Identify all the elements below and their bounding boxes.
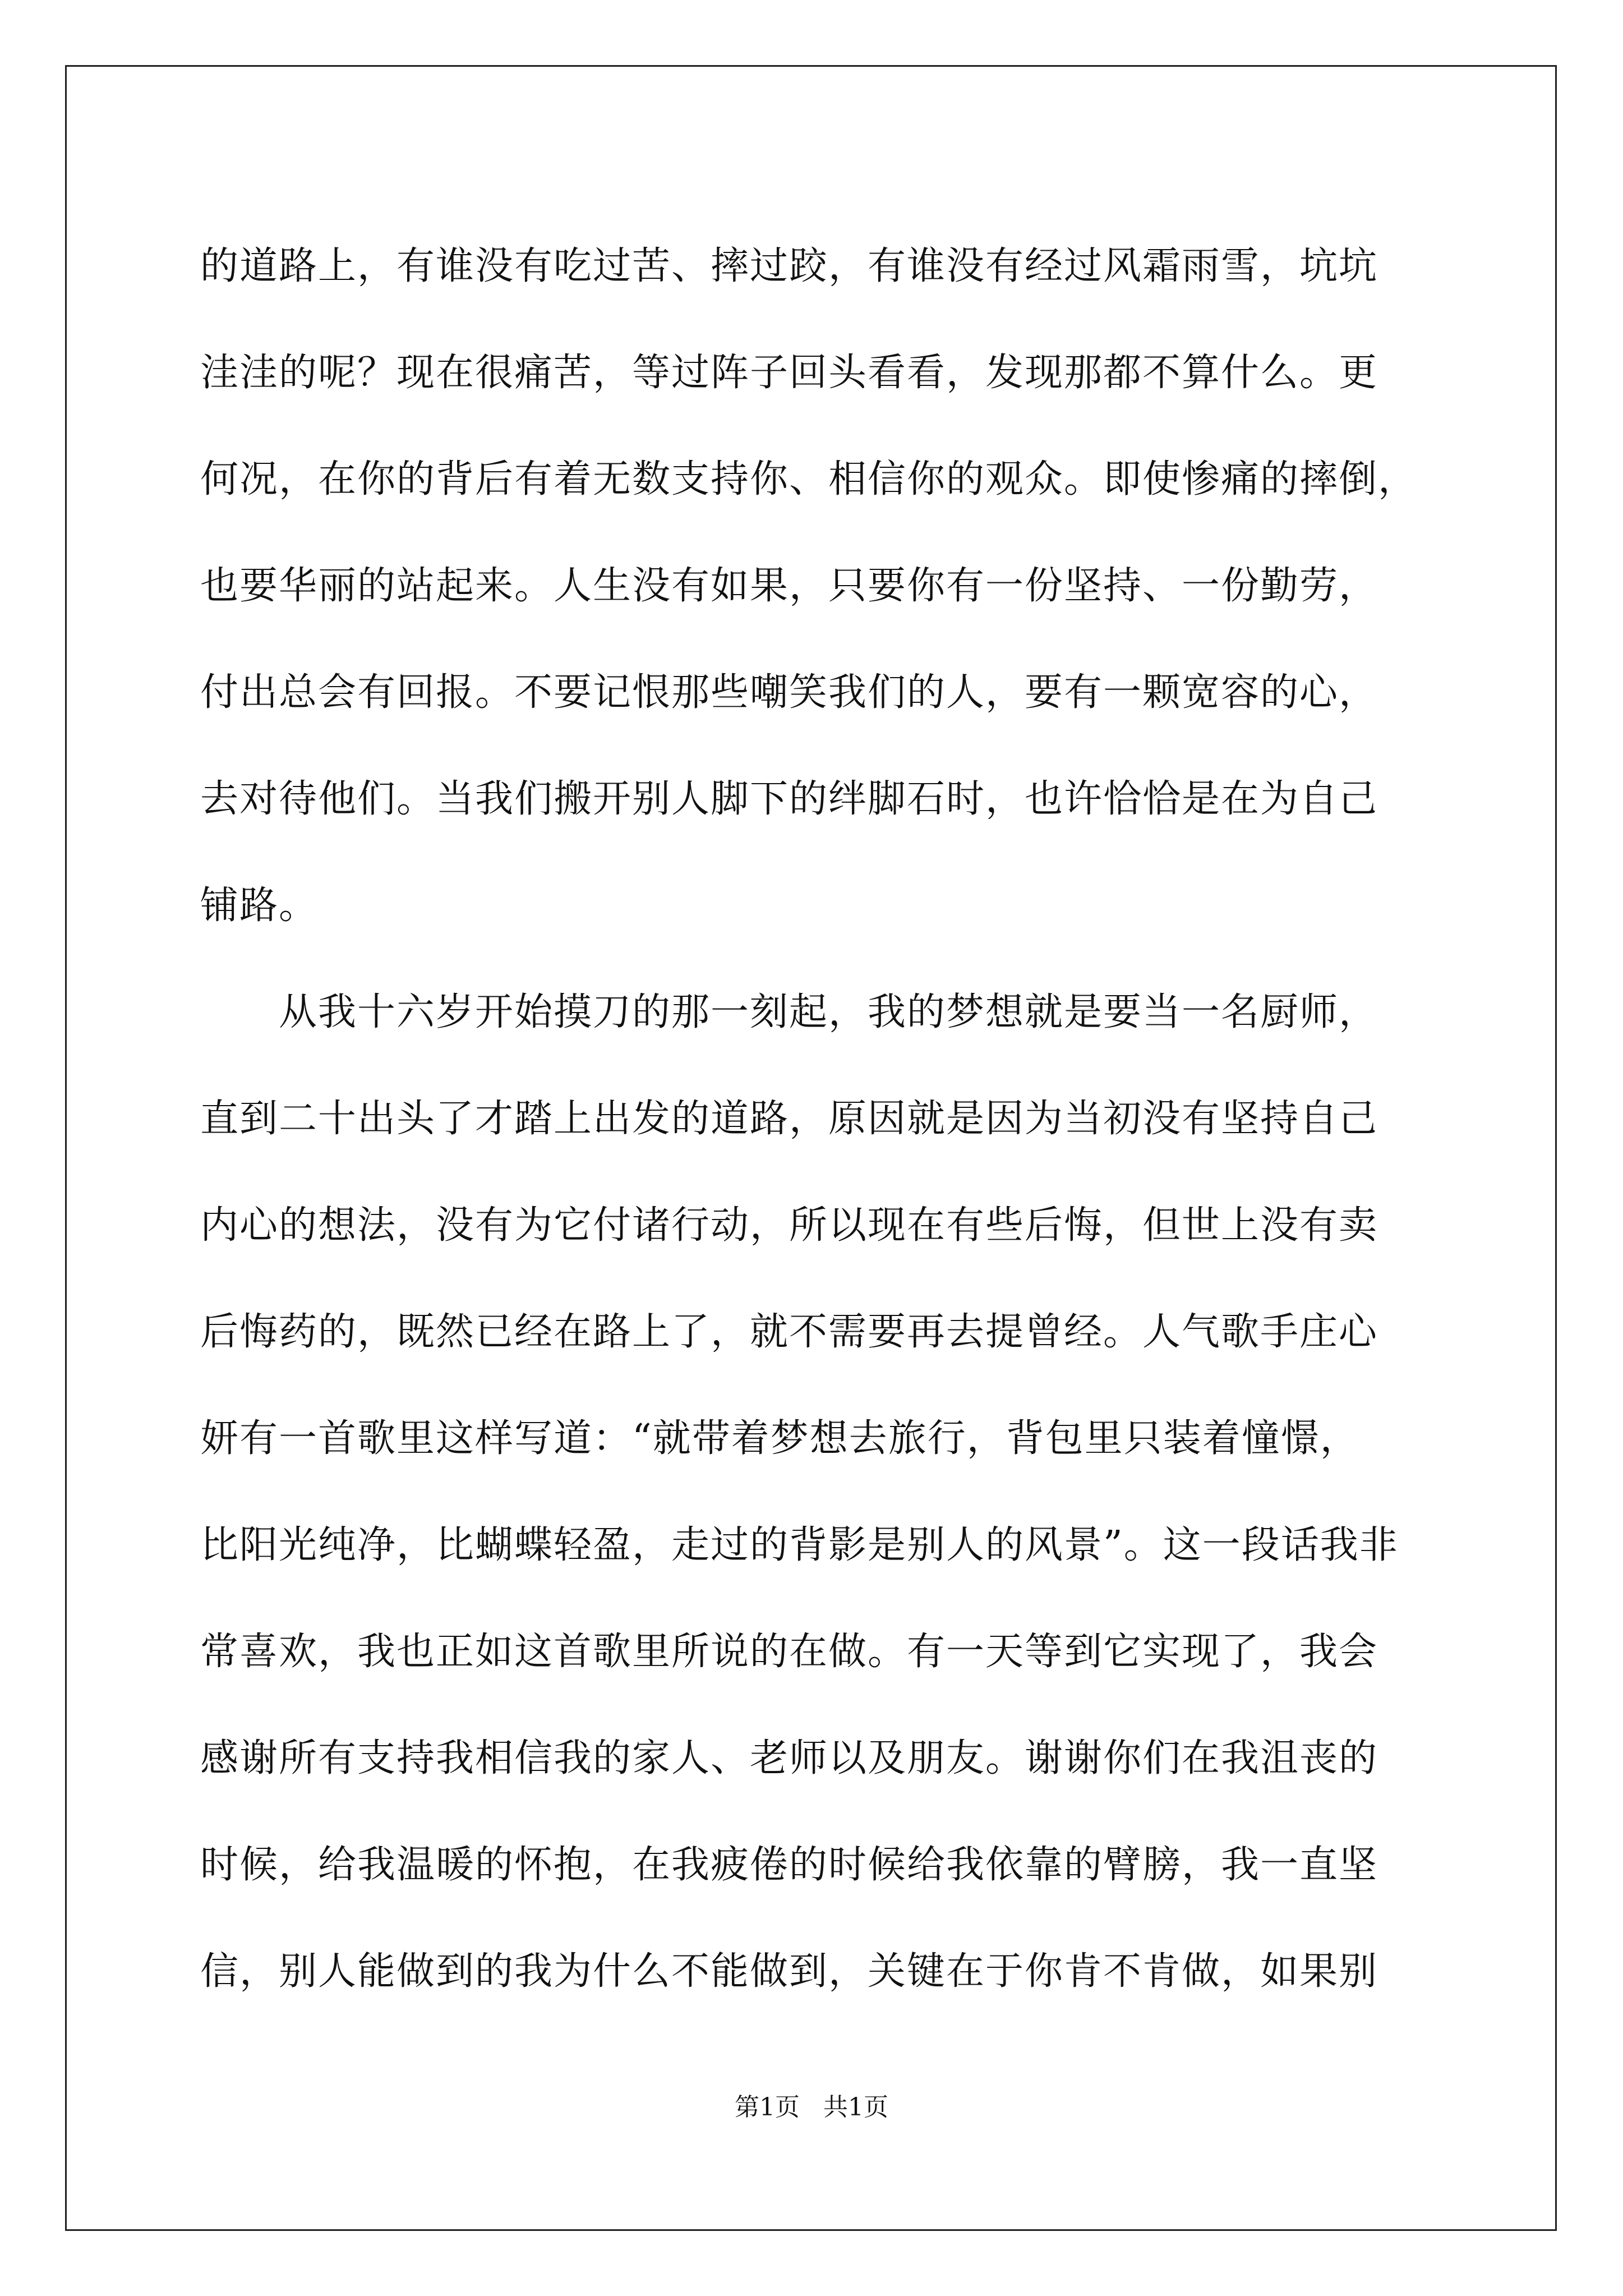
text-line: 洼洼的呢？现在很痛苦，等过阵子回头看看，发现那都不算什么。更 bbox=[200, 351, 1378, 395]
text-line: 何况，在你的背后有着无数支持你、相信你的观众。即使惨痛的摔倒， bbox=[200, 457, 1418, 501]
text-line: 也要华丽的站起来。人生没有如果，只要你有一份坚持、一份勤劳， bbox=[200, 564, 1378, 608]
text-line: 直到二十出头了才踏上出发的道路，原因就是因为当初没有坚持自己 bbox=[200, 1097, 1378, 1141]
text-line: 常喜欢，我也正如这首歌里所说的在做。有一天等到它实现了，我会 bbox=[200, 1630, 1378, 1674]
page-number: 第1页 bbox=[735, 2093, 800, 2122]
text-line: 去对待他们。当我们搬开别人脚下的绊脚石时，也许恰恰是在为自己 bbox=[200, 777, 1378, 821]
page-footer bbox=[0, 2087, 1623, 2123]
text-line: 感谢所有支持我相信我的家人、老师以及朋友。谢谢你们在我沮丧的 bbox=[200, 1736, 1378, 1780]
document-body bbox=[200, 213, 1468, 2025]
text-line: 时候，给我温暖的怀抱，在我疲倦的时候给我依靠的臂膀，我一直坚 bbox=[200, 1843, 1378, 1887]
text-line: 付出总会有回报。不要记恨那些嘲笑我们的人，要有一颗宽容的心， bbox=[200, 670, 1378, 715]
text-line: 后悔药的，既然已经在路上了，就不需要再去提曾经。人气歌手庄心 bbox=[200, 1310, 1378, 1354]
text-line: 比阳光纯净，比蝴蝶轻盈，走过的背影是别人的风景”。这一段话我非 bbox=[200, 1523, 1399, 1567]
text-line: 的道路上，有谁没有吃过苦、摔过跤，有谁没有经过风霜雨雪，坑坑 bbox=[200, 244, 1378, 288]
text-line: 信，别人能做到的我为什么不能做到，关键在于你肯不肯做，如果别 bbox=[200, 1949, 1378, 1994]
page-total: 共1页 bbox=[823, 2093, 888, 2122]
text-line: 铺路。 bbox=[200, 884, 319, 928]
paragraph-start-line: 从我十六岁开始摸刀的那一刻起，我的梦想就是要当一名厨师， bbox=[279, 990, 1378, 1034]
text-line: 内心的想法，没有为它付诸行动，所以现在有些后悔，但世上没有卖 bbox=[200, 1203, 1378, 1248]
text-line: 妍有一首歌里这样写道：“就带着梦想去旅行，背包里只装着憧憬， bbox=[200, 1416, 1359, 1461]
